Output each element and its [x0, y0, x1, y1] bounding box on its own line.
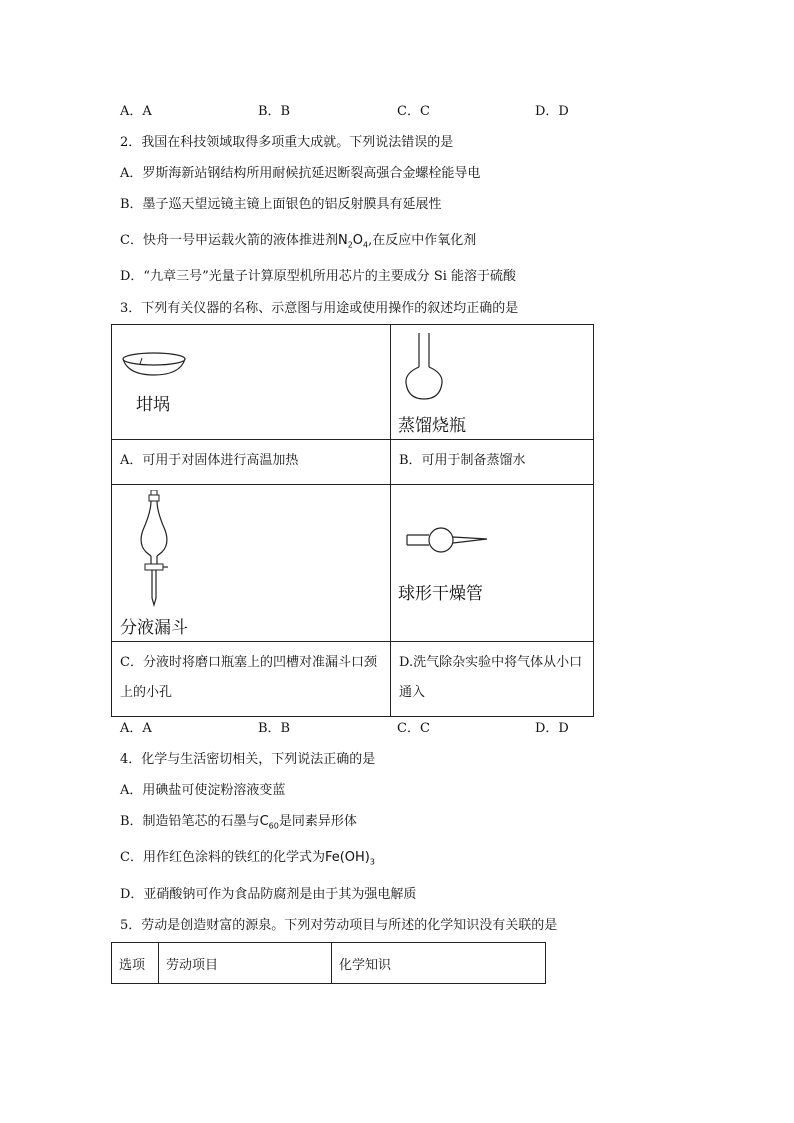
- q2-option-c-suffix: 在反应中作氧化剂: [372, 233, 477, 248]
- q3-instrument-table: [111, 324, 594, 717]
- separatory-funnel-icon: [137, 490, 177, 608]
- q1-option-a: A．A: [120, 104, 152, 119]
- q2-stem: 2．我国在科技领域取得多项重大成就。下列说法错误的是: [120, 135, 454, 150]
- q2-option-a: A．罗斯海新站钢结构所用耐候抗延迟断裂高强合金螺栓能导电: [120, 166, 481, 181]
- option-d-cell: [391, 642, 594, 717]
- crucible-cell: [112, 325, 391, 440]
- q1-option-c: C．C: [397, 104, 430, 119]
- drying-tube-label: 球形干燥管: [398, 584, 483, 604]
- q4-option-c: C．用作红色涂料的铁红的化学式为$Fe(OH)_3$: [120, 850, 375, 867]
- q3-stem: 3．下列有关仪器的名称、示意图与用途或使用操作的叙述均正确的是: [120, 301, 519, 316]
- q5-header-option: 选项: [112, 943, 159, 984]
- funnel-label: 分液漏斗: [120, 618, 188, 638]
- q2-option-c: C．快舟一号甲运载火箭的液体推进剂$N_2O_4$,在反应中作氧化剂: [120, 233, 477, 250]
- funnel-cell: [112, 485, 391, 642]
- q5-header-knowledge: 化学知识: [332, 943, 546, 984]
- crucible-label: 坩埚: [136, 395, 170, 415]
- q3-option-b-choice: B．B: [258, 721, 291, 736]
- option-b-cell: [391, 440, 594, 485]
- drying-tube-cell: [391, 485, 594, 642]
- distillation-flask-icon: [403, 331, 463, 401]
- q4-option-d: D．亚硝酸钠可作为食品防腐剂是由于其为强电解质: [120, 887, 417, 902]
- q5-table: [111, 942, 546, 984]
- q3-option-a: A．可用于对固体进行高温加热: [120, 453, 299, 468]
- q1-option-d: D．D: [535, 104, 569, 119]
- flask-cell: [391, 325, 594, 440]
- q3-option-c-choice: C．C: [397, 721, 430, 736]
- q5-header-labor: 劳动项目: [159, 943, 332, 984]
- q4-stem: 4．化学与生活密切相关，下列说法正确的是: [120, 752, 376, 767]
- option-c-cell: [112, 642, 391, 717]
- fe-oh3-formula: $Fe(OH)_3$: [324, 850, 375, 867]
- q3-option-c: C．分液时将磨口瓶塞上的凹槽对准漏斗口颈上的小孔: [120, 655, 377, 700]
- q4-option-a: A．用碘盐可使淀粉溶液变蓝: [120, 783, 286, 798]
- crucible-icon: [118, 349, 198, 385]
- q2-option-d: D．“九章三号”光量子计算原型机所用芯片的主要成分 Si 能溶于硫酸: [120, 269, 517, 284]
- q5-stem: 5．劳动是创造财富的源泉。下列对劳动项目与所述的化学知识没有关联的是: [120, 918, 558, 933]
- c60-formula: $C_{60}$: [259, 814, 279, 831]
- drying-tube-icon: [405, 523, 497, 563]
- q3-option-d: D.洗气除杂实验中将气体从小口通入: [399, 655, 583, 700]
- option-a-cell: [112, 440, 391, 485]
- flask-label: 蒸馏烧瓶: [398, 416, 466, 436]
- q3-option-a-choice: A．A: [120, 721, 152, 736]
- q2-option-b: B．墨子巡天望远镜主镜上面银色的铝反射膜具有延展性: [120, 197, 442, 212]
- q2-option-c-prefix: C．快舟一号甲运载火箭的液体推进剂: [120, 233, 338, 248]
- q3-option-d-choice: D．D: [535, 721, 569, 736]
- q3-option-b: B．可用于制备蒸馏水: [399, 453, 526, 468]
- n2o4-formula: $N_2O_4$: [337, 233, 369, 250]
- q1-option-b: B．B: [258, 104, 291, 119]
- q4-option-b: B．制造铅笔芯的石墨与$C_{60}$是同素异形体: [120, 814, 357, 831]
